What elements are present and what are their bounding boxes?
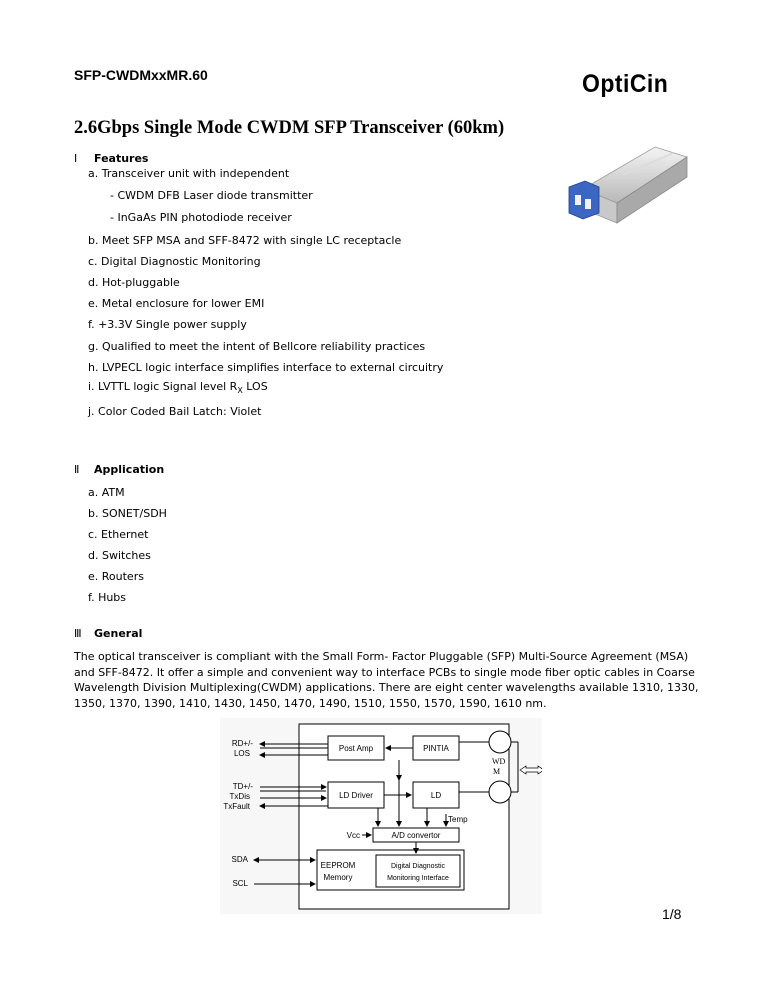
svg-text:Post Amp: Post Amp [338,744,374,753]
feature-item: c. Digital Diagnostic Monitoring [88,255,261,268]
feature-subitem: - InGaAs PIN photodiode receiver [110,211,292,224]
feature-item: h. LVPECL logic interface simplifies interface to external circuitry [88,361,444,374]
svg-text:Digital Diagnostic: Digital Diagnostic [390,863,446,870]
sfp-module-image [563,137,688,229]
document-title: 2.6Gbps Single Mode CWDM SFP Transceiver (60km) [74,118,505,138]
brand-logo: OptiCin [582,70,669,98]
ddm-interface-block [376,855,460,887]
svg-text:Memory: Memory [323,873,353,882]
svg-text:LD Driver: LD Driver [339,791,373,800]
pin-label: TxDis [229,792,250,801]
pin-label: TD+/- [232,782,253,791]
pin-label: SCL [232,879,248,888]
general-description: The optical transceiver is compliant with the Small Form- Factor Pluggable (SFP) Multi-Source Agreement (MSA) and SFF-8472. It offer a simple and convenient way to interface PCBs to single mode fiber optic cables in Coarse Wavelength Division Multiplexing(CWDM) applications. There are eight center wavelengths available 1310, 1330, 1350, 1370, 1390, 1410, 1430, 1450, 1470, 1490, 1510, 1550, 1570, 1590, 1610 nm. [74,650,699,710]
svg-text:WD: WD [492,757,506,766]
fiber-coil [489,781,511,803]
feature-item: g. Qualified to meet the intent of Bellcore reliability practices [88,340,426,353]
feature-item: e. Metal enclosure for lower EMI [88,297,265,310]
part-number-header: SFP-CWDMxxMR.60 [74,67,208,83]
section-mark: Ⅲ [74,627,82,640]
application-item: c. Ethernet [88,528,149,541]
block-diagram [220,718,542,914]
section-mark: Ⅱ [74,463,80,476]
svg-text:EEPROM: EEPROM [320,861,356,870]
application-item: b. SONET/SDH [88,507,167,520]
application-item: d. Switches [88,549,151,562]
svg-text:A/D convertor: A/D convertor [391,831,441,840]
application-item: a. ATM [88,486,125,499]
feature-item: f. +3.3V Single power supply [88,318,247,331]
svg-text:LD: LD [430,791,442,800]
application-heading: Ⅱ Application [74,463,165,476]
pin-label: TxFault [223,802,250,811]
svg-text:PINTIA: PINTIA [423,744,449,753]
feature-item: b. Meet SFP MSA and SFF-8472 with single LC receptacle [88,234,402,247]
svg-text:M: M [493,767,501,776]
fiber-coil [489,731,511,753]
feature-item: d. Hot-pluggable [88,276,180,289]
vcc-label: Vcc [346,831,360,840]
temp-label: Temp [448,815,468,824]
general-heading: Ⅲ General [74,627,143,640]
feature-subitem: - CWDM DFB Laser diode transmitter [110,189,313,202]
feature-item-rx-los: i. LVTTL logic Signal level $R_X$ LOS [88,380,268,396]
svg-text:Monitoring Interface: Monitoring Interface [387,875,449,882]
page-number: 1/8 [662,906,682,922]
pin-label: RD+/- [231,739,253,748]
pin-label: SDA [231,855,248,864]
pin-label: LOS [233,749,250,758]
application-item: f. Hubs [88,591,127,604]
application-item: e. Routers [88,570,144,583]
features-heading: Ⅰ Features [74,152,149,165]
feature-item: a. Transceiver unit with independent [88,167,290,180]
section-mark: Ⅰ [74,152,78,165]
feature-item: j. Color Coded Bail Latch: Violet [88,405,262,418]
